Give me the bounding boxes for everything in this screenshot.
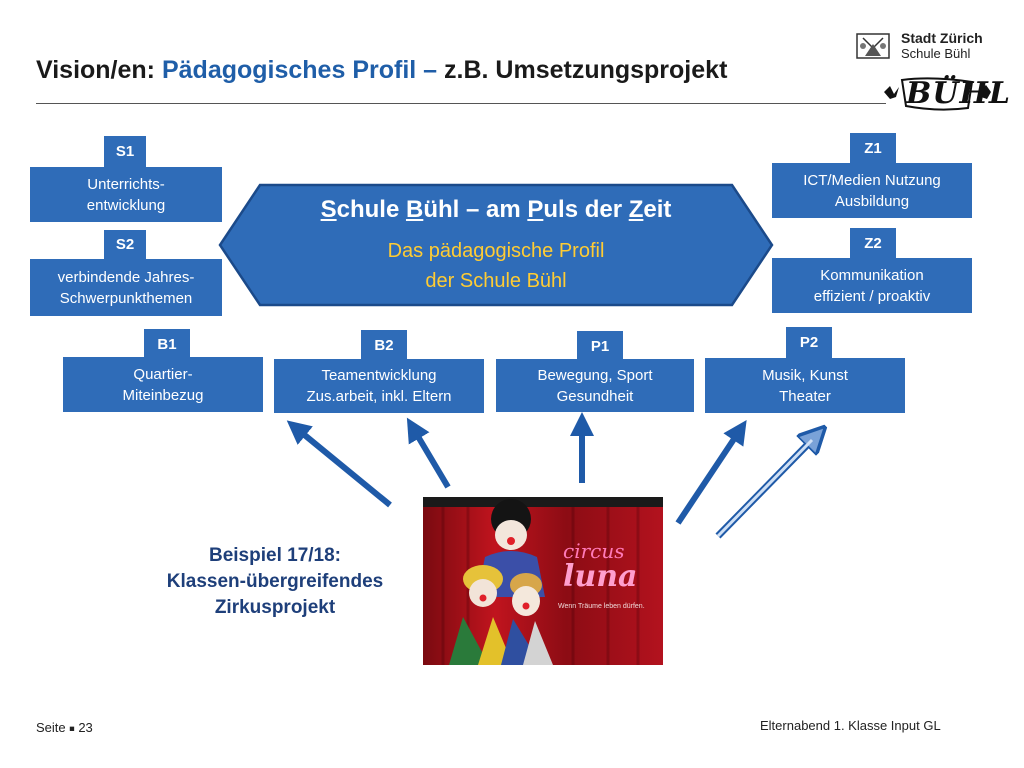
headline-initial-p: P	[527, 196, 544, 223]
tab-p2: P2	[786, 327, 832, 358]
box-p2-line-1: Musik, Kunst	[762, 366, 848, 384]
poster-tagline: Wenn Träume leben dürfen.	[558, 603, 645, 610]
logo-school-name: Schule Bühl	[901, 46, 971, 61]
tab-b2: B2	[361, 330, 407, 360]
tab-p1: P1	[577, 331, 623, 361]
title-suffix: z.B. Umsetzungsprojekt	[444, 56, 728, 84]
box-z2-line-1: Kommunikation	[820, 266, 924, 284]
box-b2-line-2: Zus.arbeit, inkl. Eltern	[306, 388, 452, 405]
box-s1-line-2: entwicklung	[86, 196, 166, 214]
headline-part-4: eit	[643, 196, 672, 223]
page-number-value: 23	[78, 720, 93, 735]
headline-part-2: ühl – am	[423, 196, 528, 223]
box-z1-line-1: ICT/Medien Nutzung	[803, 171, 941, 189]
tab-z1: Z1	[850, 133, 896, 163]
center-subtitle-line-1: Das pädagogische Profil	[387, 240, 605, 262]
box-s2-line-2: Schwerpunkthemen	[59, 289, 193, 307]
poster-brand-line-2: luna	[563, 559, 638, 594]
poster-brand-line-1: circus	[563, 539, 625, 563]
arrow-to-b1	[296, 428, 390, 505]
arrow-to-b2	[413, 428, 448, 487]
headline-initial-s: S	[320, 196, 337, 223]
headline-initial-z: Z	[628, 196, 644, 223]
title-highlight: Pädagogisches Profil –	[161, 56, 438, 84]
box-s2-line-1: verbindende Jahres-	[57, 268, 195, 286]
example-line-3: Zirkusprojekt	[214, 597, 336, 618]
arrow-to-p2	[678, 430, 740, 523]
example-line-2: Klassen-übergreifendes	[166, 571, 384, 592]
headline-part-3: uls der	[543, 196, 629, 223]
circus-poster-image	[423, 497, 663, 665]
box-p1-line-1: Bewegung, Sport	[537, 366, 653, 384]
box-p2-line-2: Theater	[779, 387, 831, 405]
page-label: Seite	[36, 720, 66, 735]
example-caption	[140, 543, 410, 621]
box-z2-line-2: effizient / proaktiv	[813, 287, 931, 305]
headline-part-1: chule	[336, 196, 406, 223]
box-s1-line-1: Unterrichts-	[87, 175, 165, 193]
box-b2-line-1: Teamentwicklung	[321, 367, 437, 384]
page-bullet-icon: ■	[69, 723, 75, 734]
logo-city-name: Stadt Zürich	[901, 30, 983, 46]
footer-presentation-title: Elternabend 1. Klasse Input GL	[760, 718, 941, 733]
tab-s1: S1	[104, 136, 146, 167]
center-subtitle-line-2: der Schule Bühl	[425, 270, 567, 292]
page-number	[36, 720, 93, 735]
box-p1-line-2: Gesundheit	[556, 387, 634, 405]
example-line-1: Beispiel 17/18:	[208, 545, 342, 566]
box-b1-line-1: Quartier-	[133, 365, 193, 383]
box-b1-line-2: Miteinbezug	[122, 386, 204, 404]
tab-b1: B1	[144, 329, 190, 359]
tab-z2: Z2	[850, 228, 896, 258]
box-z1-line-2: Ausbildung	[834, 192, 910, 210]
headline-initial-b: B	[405, 196, 424, 223]
buehl-wordmark: BÜHL	[906, 76, 1011, 111]
title-prefix: Vision/en:	[36, 56, 156, 84]
tab-s2: S2	[104, 230, 146, 259]
